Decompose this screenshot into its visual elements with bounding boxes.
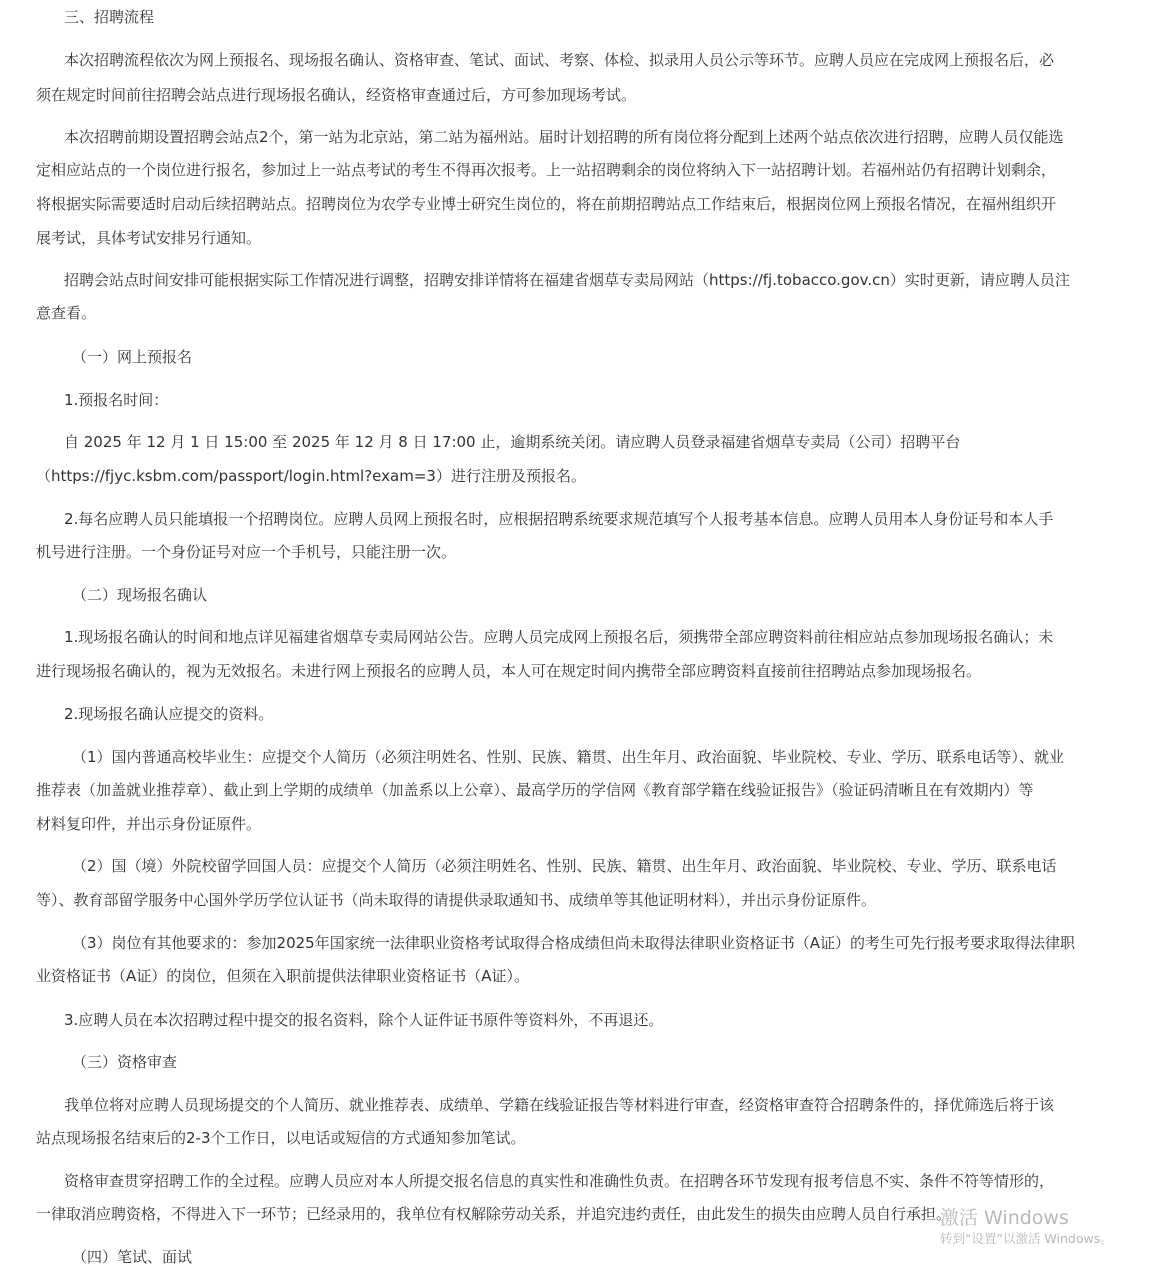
subsection-1-item-1-line-1: 自 2025 年 12 月 1 日 15:00 至 2025 年 12 月 8 日 17:00 止，逾期系统关闭。请应聘人员登录福建省烟草专卖局（公司）招聘平台 bbox=[64, 433, 961, 451]
subsection-2-item-2b-line-1: （2）国（境）外院校留学回国人员：应提交个人简历（必须注明姓名、性别、民族、籍贯、出生年月、政治面貌、毕业院校、专业、学历、联系电话 bbox=[72, 857, 1057, 875]
subsection-1-heading: （一）网上预报名 bbox=[72, 348, 193, 366]
subsection-3-paragraph-1-line-1: 我单位将对应聘人员现场提交的个人简历、就业推荐表、成绩单、学籍在线验证报告等材料进行审查，经资格审查符合招聘条件的，择优筛选后将于该 bbox=[64, 1096, 1055, 1114]
subsection-2-item-2b-line-2: 等）、教育部留学服务中心国外学历学位认证书（尚未取得的请提供录取通知书、成绩单等其他证明材料），并出示身份证原件。 bbox=[36, 891, 877, 909]
subsection-4-heading: （四）笔试、面试 bbox=[72, 1248, 193, 1266]
intro-paragraph-2-line-4: 展考试，具体考试安排另行通知。 bbox=[36, 229, 262, 247]
intro-paragraph-2-line-1: 本次招聘前期设置招聘会站点2个，第一站为北京站，第二站为福州站。届时计划招聘的所有岗位将分配到上述两个站点依次进行招聘，应聘人员仅能选 bbox=[64, 128, 1064, 146]
intro-paragraph-1-line-2: 须在规定时间前往招聘会站点进行现场报名确认，经资格审查通过后，方可参加现场考试。 bbox=[36, 86, 637, 104]
windows-activation-watermark-title: 激活 Windows bbox=[940, 1207, 1069, 1229]
subsection-2-heading: （二）现场报名确认 bbox=[72, 586, 208, 604]
subsection-1-item-2-line-1: 2.每名应聘人员只能填报一个招聘岗位。应聘人员网上预报名时，应根据招聘系统要求规范填写个人报考基本信息。应聘人员用本人身份证号和本人手 bbox=[64, 510, 1054, 528]
subsection-2-item-3: 3.应聘人员在本次招聘过程中提交的报名资料，除个人证件证书原件等资料外，不再退还。 bbox=[64, 1011, 664, 1029]
intro-paragraph-3-line-1: 招聘会站点时间安排可能根据实际工作情况进行调整，招聘安排详情将在福建省烟草专卖局网站（https://fj.tobacco.gov.cn）实时更新，请应聘人员注 bbox=[64, 271, 1070, 289]
windows-activation-watermark-subtitle: 转到“设置”以激活 Windows。 bbox=[940, 1231, 1113, 1246]
subsection-2-item-2-title: 2.现场报名确认应提交的资料。 bbox=[64, 705, 274, 723]
intro-paragraph-2-line-3: 将根据实际需要适时启动后续招聘站点。招聘岗位为农学专业博士研究生岗位的，将在前期招聘站点工作结束后，根据岗位网上预报名情况，在福州组织开 bbox=[36, 195, 1057, 213]
subsection-1-item-2-line-2: 机号进行注册。一个身份证号对应一个手机号，只能注册一次。 bbox=[36, 543, 457, 561]
subsection-3-heading: （三）资格审查 bbox=[72, 1053, 178, 1071]
subsection-2-item-2c-line-1: （3）岗位有其他要求的：参加2025年国家统一法律职业资格考试取得合格成绩但尚未取得法律职业资格证书（A证）的考生可先行报考要求取得法律职 bbox=[72, 934, 1075, 952]
subsection-3-paragraph-2-line-2: 一律取消应聘资格，不得进入下一环节；已经录用的，我单位有权解除劳动关系，并追究违约责任，由此发生的损失由应聘人员自行承担。 bbox=[36, 1205, 952, 1223]
subsection-2-item-2a-line-2: 推荐表（加盖就业推荐章）、截止到上学期的成绩单（加盖系以上公章）、最高学历的学信网《教育部学籍在线验证报告》（验证码清晰且在有效期内）等 bbox=[36, 781, 1034, 799]
subsection-3-paragraph-1-line-2: 站点现场报名结束后的2-3个工作日，以电话或短信的方式通知参加笔试。 bbox=[36, 1129, 526, 1147]
subsection-2-item-1-line-1: 1.现场报名确认的时间和地点详见福建省烟草专卖局网站公告。应聘人员完成网上预报名后，须携带全部应聘资料前往相应站点参加现场报名确认；未 bbox=[64, 628, 1054, 646]
intro-paragraph-3-line-2: 意查看。 bbox=[36, 304, 97, 322]
intro-paragraph-2-line-2: 定相应站点的一个岗位进行报名，参加过上一站点考试的考生不得再次报考。上一站招聘剩余的岗位将纳入下一站招聘计划。若福州站仍有招聘计划剩余， bbox=[36, 161, 1057, 179]
subsection-2-item-2a-line-1: （1）国内普通高校毕业生：应提交个人简历（必须注明姓名、性别、民族、籍贯、出生年月、政治面貌、毕业院校、专业、学历、联系电话等）、就业 bbox=[72, 748, 1065, 766]
subsection-1-item-1-title: 1.预报名时间： bbox=[64, 391, 169, 409]
subsection-2-item-2a-line-3: 材料复印件，并出示身份证原件。 bbox=[36, 815, 262, 833]
subsection-2-item-2c-line-2: 业资格证书（A证）的岗位，但须在入职前提供法律职业资格证书（A证）。 bbox=[36, 967, 530, 985]
subsection-1-item-1-line-2: （https://fjyc.ksbm.com/passport/login.html?exam=3）进行注册及预报名。 bbox=[36, 467, 586, 485]
subsection-3-paragraph-2-line-1: 资格审查贯穿招聘工作的全过程。应聘人员应对本人所提交报名信息的真实性和准确性负责。在招聘各环节发现有报考信息不实、条件不符等情形的， bbox=[64, 1172, 1055, 1190]
intro-paragraph-1-line-1: 本次招聘流程依次为网上预报名、现场报名确认、资格审查、笔试、面试、考察、体检、拟录用人员公示等环节。应聘人员应在完成网上预报名后，必 bbox=[64, 51, 1055, 69]
subsection-2-item-1-line-2: 进行现场报名确认的，视为无效报名。未进行网上预报名的应聘人员，本人可在规定时间内携带全部应聘资料直接前往招聘站点参加现场报名。 bbox=[36, 662, 982, 680]
section-heading: 三、招聘流程 bbox=[64, 8, 155, 26]
